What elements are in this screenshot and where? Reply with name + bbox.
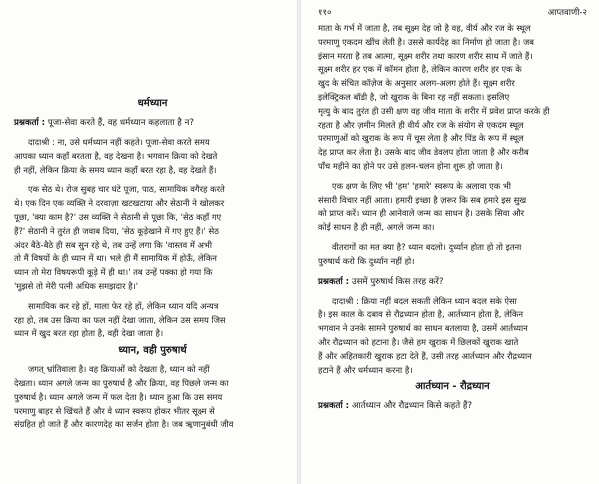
text-line: एक सेठ थे। रोज सुबह चार घंटे पूजा, पाठ, सामायिक वगैरह करते [28,184,225,195]
paragraph-3 [318,241,587,269]
text-line: दादाश्री : क्रिया नहीं बदल सकती लेकिन ध्यान बदल सके ऐसा [332,295,517,306]
text-line: है। इस काल के दबाव से रौद्रध्यान होता है, आर्तध्यान होता है, लेकिन [318,309,524,320]
question-3-text: आर्तध्यान और रौद्रध्यान किसे कहते हैं? [351,401,473,412]
question-2 [318,275,587,289]
paragraph-2 [318,180,587,235]
samayik-paragraph [14,300,291,341]
heading-dhyan-purusharth: ध्यान, वही पुरुषार्थ [118,345,187,357]
text-line: एक क्षण के लिए भी 'हम' 'हमारे' स्वरूप के अलावा एक भी [332,180,511,191]
questioner-label: प्रश्नकर्ता : [14,118,46,128]
text-line: जगत् भ्रांतिवाला है। वह क्रियाओं को देखता है, ध्यान को नहीं [28,364,210,375]
paragraph-1 [318,22,587,174]
text-line: संसारी विचार नहीं आता। हमारी इच्छा है ज़रूर कि सब हमारे इस सुख [318,194,527,205]
text-line: देह प्राप्त कर लेता है। उसके बाद जीव डेवलप होता जाता है और करीब [318,147,529,158]
text-line: को प्राप्त करें। ध्यान ही आनेवाले जन्म का साधन है। उसके सिवा और [318,208,525,219]
text-line: रहता है और ज़मीन मिलते ही वीर्य और रज के संयोग से एकदम स्थूल [318,119,524,130]
questioner-label: प्रश्नकर्ता : [318,401,350,412]
text-line: ध्यान तो मेरा विषयरूपी कूड़े में ही था।' तब उन्हें पक्का हो गया कि [14,267,213,278]
text-line: रहा हो, तब उस क्रिया का फल नहीं देखा जाता, लेकिन उस समय जिस [14,314,226,325]
text-line: खुद के संचित कॉज़ेज के अनुसार अलग-अलग होते हैं। सूक्ष्म शरीर [318,78,515,89]
text-line: थे। एक दिन एक व्यक्ति ने दरवाज़ा खटखटाया और सेठानी ने खोलकर [14,198,225,209]
text-line: इंसान मरता है तब आत्मा, सूक्ष्म शरीर तथा कारण शरीर साथ में जाते हैं। [318,50,533,61]
text-line: परमाणु बाहर से खिंचते हैं और वे ध्यान स्वरूप होकर भीतर सूक्ष्म से [14,405,215,416]
text-line: इलेक्ट्रिकल बॉडी है, जो खुराक के बिना रह नहीं सकता। इसलिए [318,91,510,102]
running-title: आप्तवाणी-२ [547,8,587,18]
text-line: सामायिक कर रहे हों, माला फेर रहे हों, लेकिन ध्यान यदि अन्यत्र [28,300,219,311]
text-line: हैं और अहितकारी खुराक हटा देते हैं, उसी तरह आर्तध्यान और रौद्रध्यान [318,350,532,361]
text-line: पुरुषार्थ करो कि दुर्ध्यान नहीं हो। [318,255,415,266]
text-line: पुरुषार्थ है। ध्यान अगले जन्म में फल देता है। ध्यान हुआ कि उस समय [14,391,223,402]
text-line: दादाश्री : ना, उसे धर्मध्यान नहीं कहते। पूजा-सेवा करते समय [28,137,210,147]
text-line: माता के गर्भ में जाता है, तब सूक्ष्म देह जो है वह, वीर्य और रज के स्थूल [318,23,531,33]
text-line: कोई साधन है ही नहीं, अगले जन्म का। [318,222,435,233]
text-line: परमाणुओं को खुराक के रूप में चूस लेता है और पिंड के रूप में स्थूल [318,133,524,144]
heading-artadhyan: आर्तध्यान - रौद्रध्यान [415,381,490,393]
answer-1 [14,136,291,177]
text-line: भगवान ने उनके सामने पुरुषार्थ का साधन बतलाया है, उसमें आर्तध्यान [318,323,528,334]
question-2-text: उसमें पुरुषार्थ किस तरह करें? [351,276,444,287]
answer-2 [318,295,587,378]
text-line: हैं?' सेठानी ने तुरंत ही जवाब दिया, 'सेठ कूड़ेखाने में गए हुए हैं।' सेठ [14,225,219,236]
text-line: और रौद्रध्यान को हटाना है। जैसे हम खुराक में छिलकों खुराक खाते [318,336,519,347]
text-line: संग्रहित हो जाते हैं और कारणदेह का सर्जन होता है। जब ॠणानुबंधी जीव [14,419,234,430]
text-line: तो मैं विषयों के ही ध्यान में था। भले ही मैं सामायिक में होऊँ, लेकिन [14,253,217,264]
text-line: हटाने हैं और धर्मध्यान करना है। [318,364,413,375]
text-line: पाँच महीने का होने पर उसे हलन-चलन होना शुरू हो जाता है। [318,160,503,171]
question-1-text: पूजा-सेवा करते हैं, वह धर्मध्यान कहलाता है न? [47,118,194,128]
jagat-paragraph [14,363,291,432]
text-line: देखता। ध्यान अगले जन्म का पुरुषार्थ है और क्रिया, वह पिछले जन्म का [14,377,229,388]
text-line: परमाणु एकदम खींच लेती है। उससे कार्यदेह का निर्माण हो जाता है। जब [318,36,534,47]
text-line: सूक्ष्म शरीर हर एक में कॉमन होता है, लेकिन कारण शरीर हर एक के [318,64,522,75]
text-line: आपका ध्यान कहाँ बरतता है, वह देखना है। भगवान क्रिया को देखते [14,150,218,161]
text-line: अंदर बैठे-बैठे ही सब सुन रहे थे, तब उन्हें लगा कि 'वास्तव में अभी [14,239,212,250]
text-line: वीतरागों का मत क्या है? ध्यान बदलो। दुर्ध्यान होता हो तो इतना [332,241,522,252]
question-1 [14,116,291,130]
left-page [0,0,299,484]
page-number: ११० [318,8,332,18]
text-line: मृत्यु के बाद तुरंत ही उसी क्षण वह जीव माता के शरीर में प्रवेश प्राप्त करके ही [318,105,550,116]
page-header [318,6,587,20]
text-line: 'मुझसे तो मेरी पत्नी अधिक समझदार है।' [14,280,139,291]
blank-top-area [14,8,291,94]
text-line: ही नहीं, लेकिन क्रिया के समय ध्यान कहाँ बरत रहा है, वह देखते हैं। [14,164,217,175]
text-line: पूछा, 'क्या काम है?' उस व्यक्ति ने सेठानी से पूछा कि, 'सेठ कहाँ गए [14,211,222,222]
right-page [300,0,599,484]
questioner-label: प्रश्नकर्ता : [318,276,350,287]
heading-dharmadhyan: धर्मध्यान [137,98,168,109]
story-paragraph [14,183,291,293]
question-3 [318,399,587,413]
text-line: ध्यान में खुद बरत रहा होता है, वही देखा जाता है। [14,328,164,339]
